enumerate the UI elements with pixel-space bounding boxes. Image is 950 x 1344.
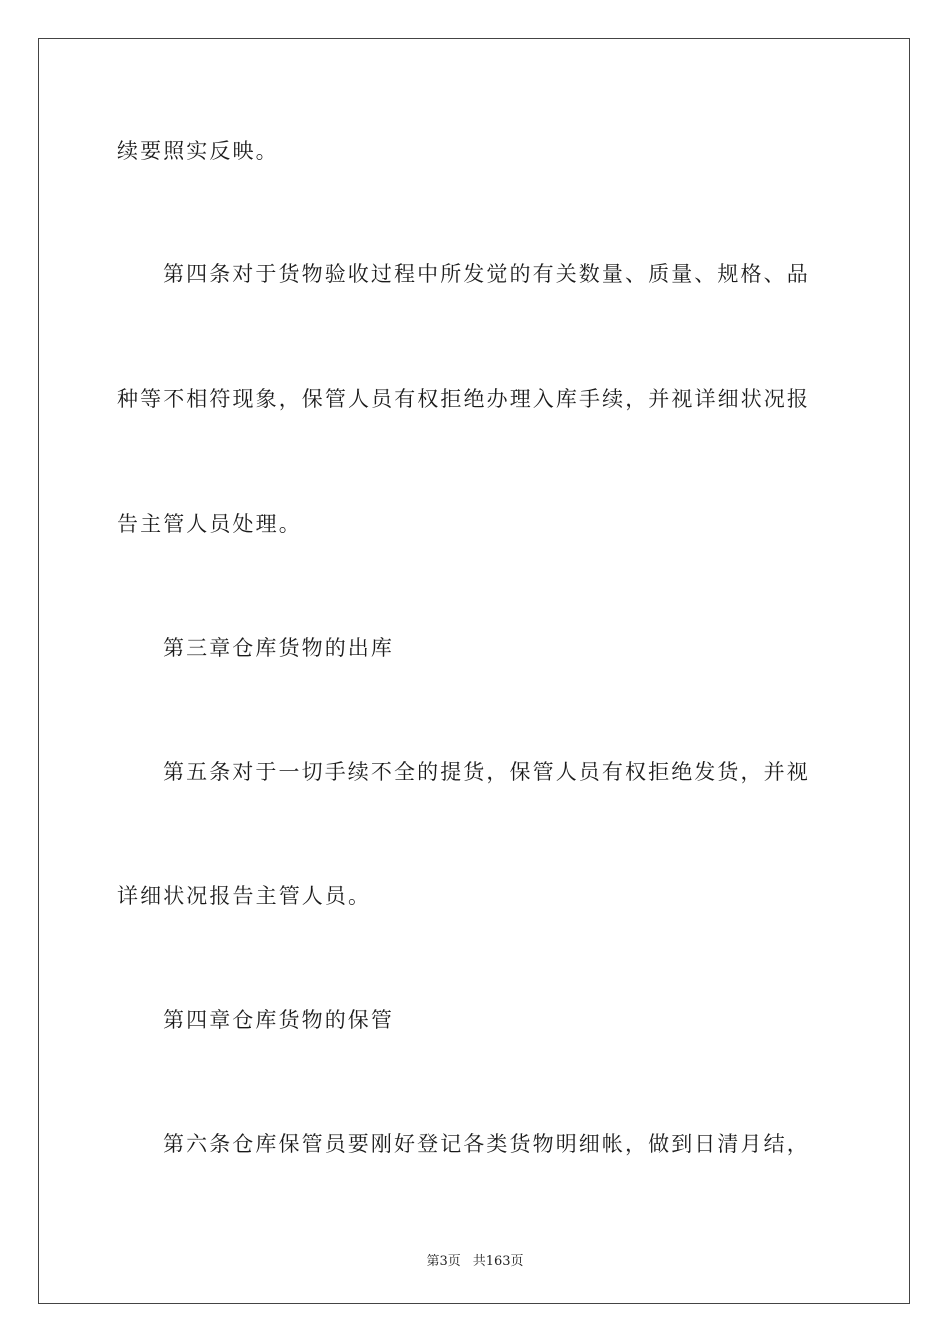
total-pages: 共163页 <box>472 1254 524 1269</box>
paragraph-line-3: 种等不相符现象，保管人员有权拒绝办理入库手续，并视详细状况报 <box>117 387 810 411</box>
paragraph-line-6: 第五条对于一切手续不全的提货，保管人员有权拒绝发货，并视 <box>163 760 810 784</box>
paragraph-line-1: 续要照实反映。 <box>117 139 279 163</box>
paragraph-line-2: 第四条对于货物验收过程中所发觉的有关数量、质量、规格、品 <box>163 262 810 286</box>
chapter-heading-3: 第三章仓库货物的出库 <box>163 636 394 660</box>
page-footer <box>0 1250 950 1269</box>
page-border <box>38 38 910 1304</box>
paragraph-line-4: 告主管人员处理。 <box>117 512 302 536</box>
chapter-heading-4: 第四章仓库货物的保管 <box>163 1008 394 1032</box>
paragraph-line-9: 第六条仓库保管员要刚好登记各类货物明细帐，做到日清月结， <box>163 1132 810 1156</box>
paragraph-line-7: 详细状况报告主管人员。 <box>117 884 372 908</box>
page-number: 第3页 <box>426 1254 461 1269</box>
